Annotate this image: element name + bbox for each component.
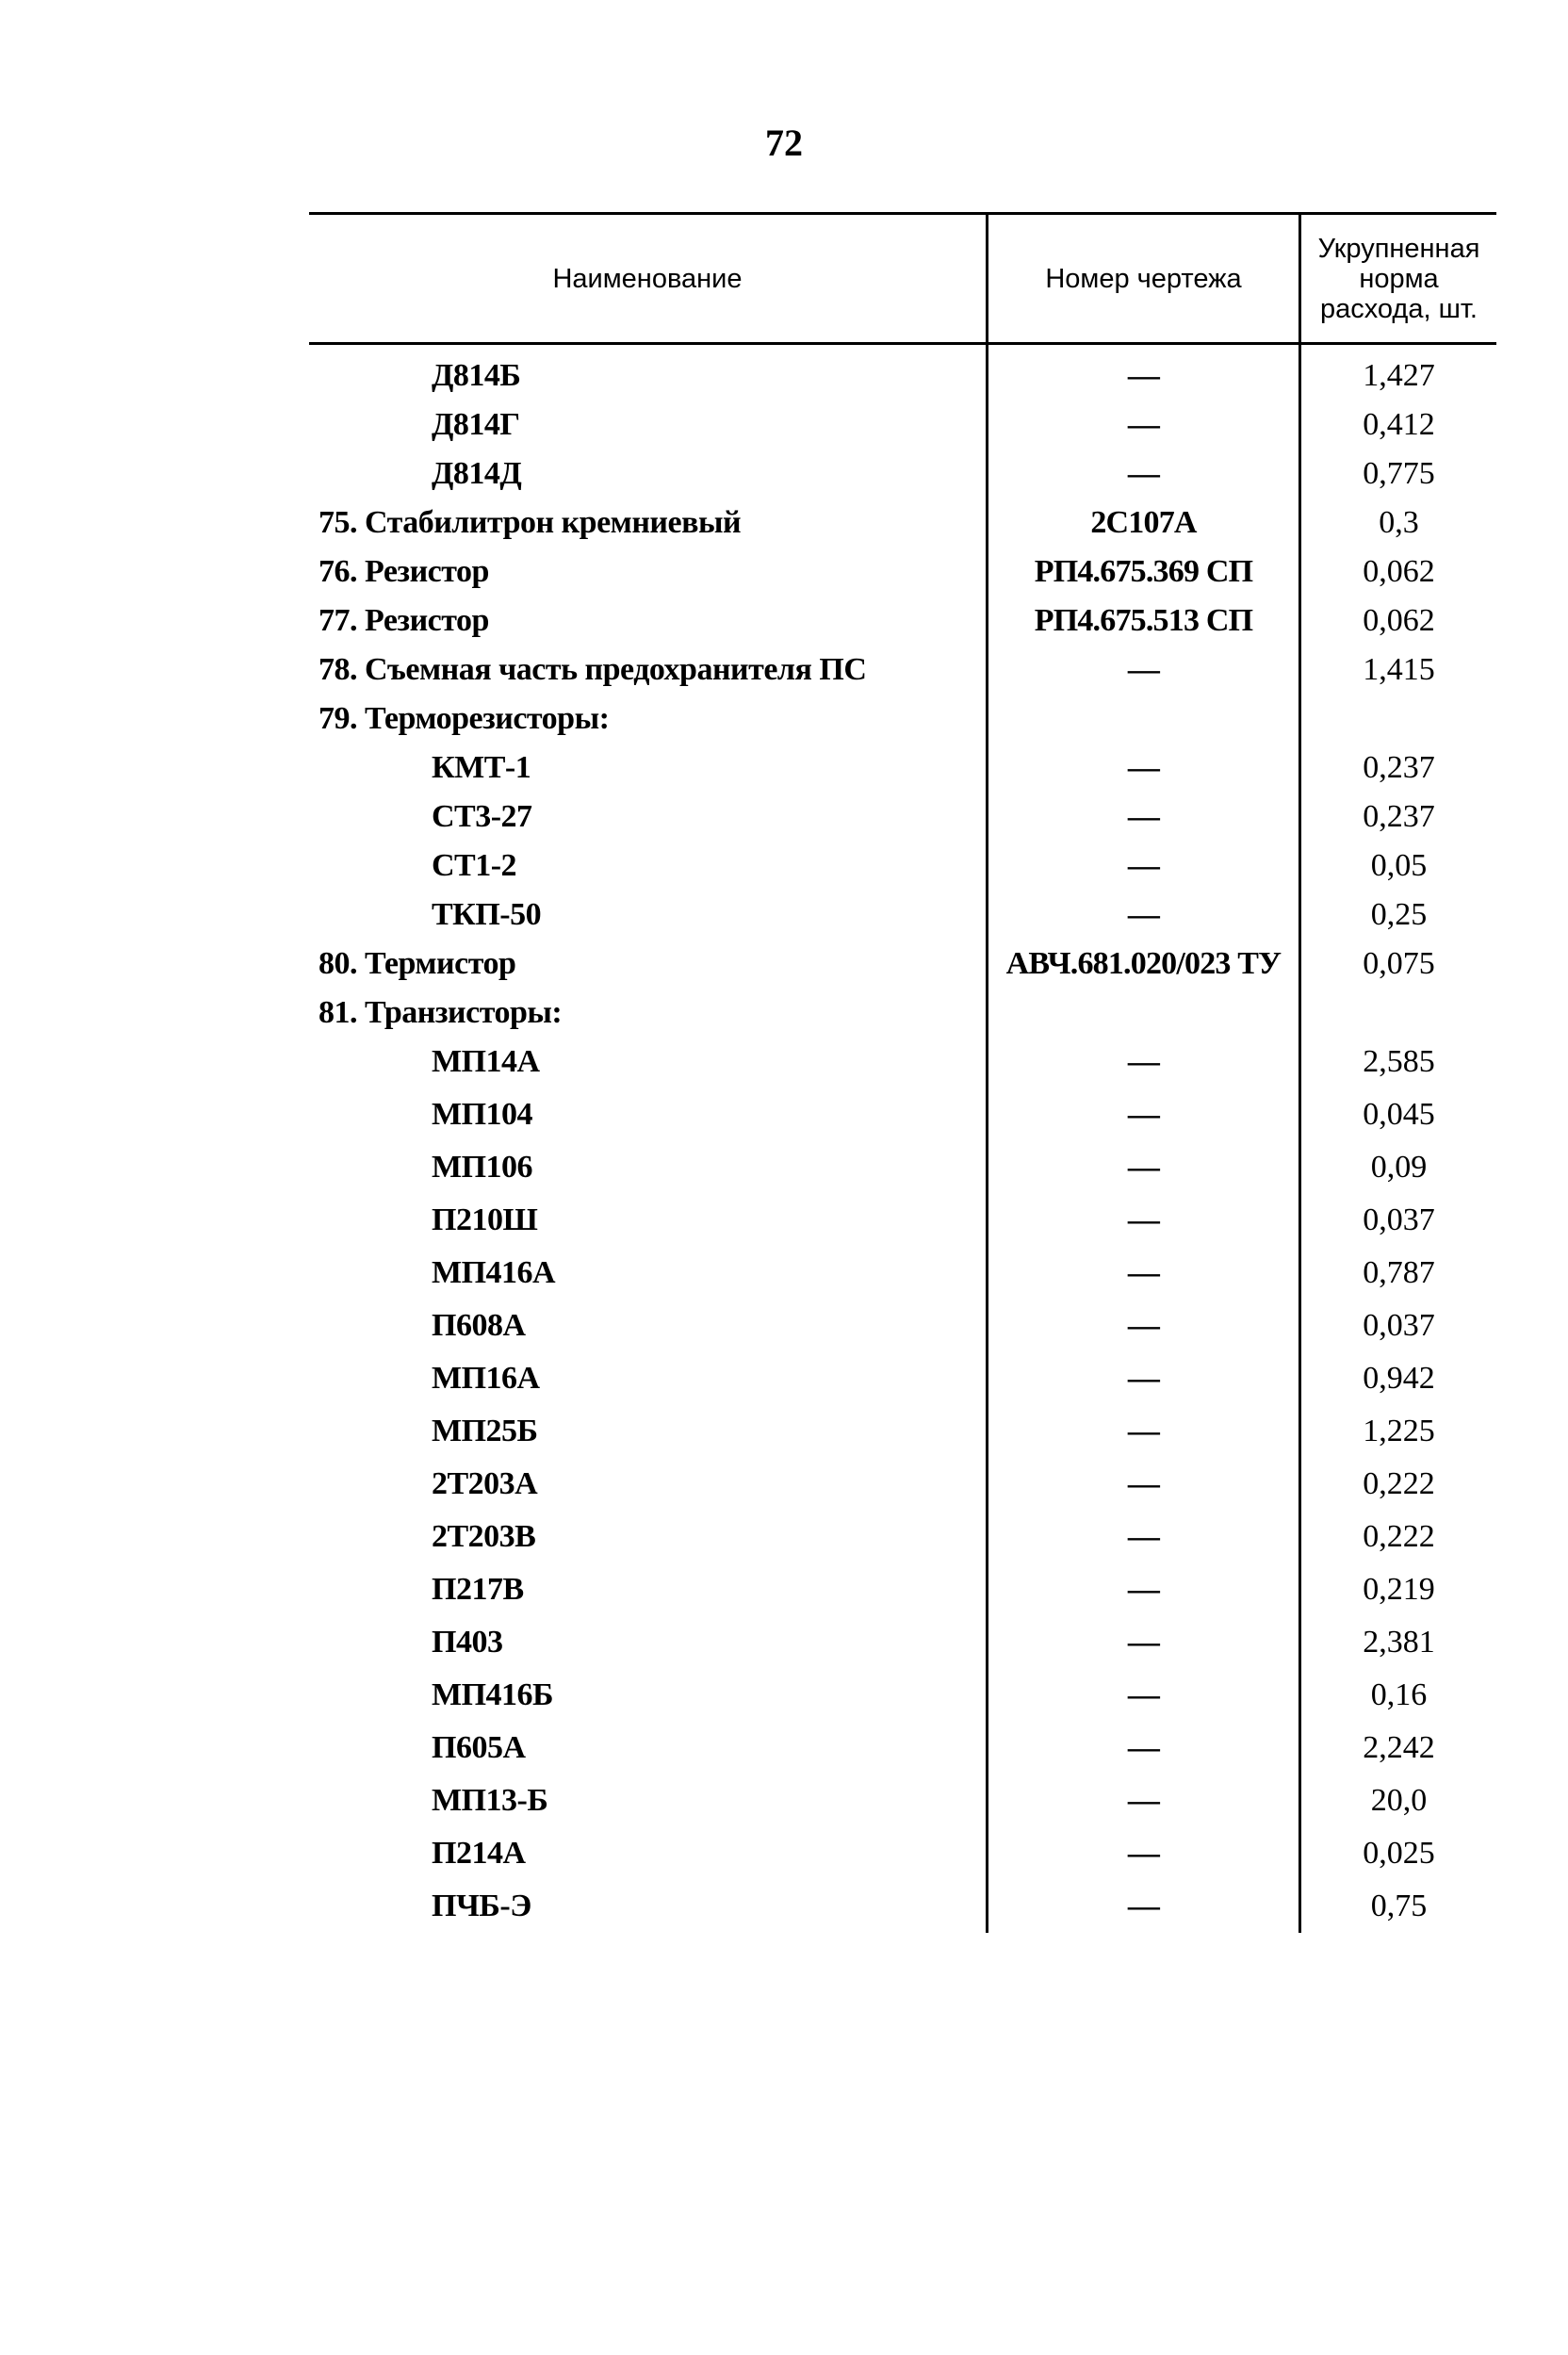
row-norm: 0,75: [1370, 1889, 1428, 1923]
table-row: [309, 352, 1496, 401]
header-norm-line: расхода, шт.: [1320, 293, 1478, 324]
row-drawing-number: —: [1127, 1414, 1160, 1448]
row-name: ПЧБ-Э: [432, 1889, 531, 1923]
row-drawing-number: РП4.675.369 СП: [1034, 554, 1253, 589]
table-row: [309, 1038, 1496, 1090]
header-norm-line: Укрупненная: [1317, 233, 1480, 264]
row-drawing-number: —: [1127, 750, 1160, 785]
table-row: [309, 1618, 1496, 1671]
row-name: П608А: [432, 1308, 526, 1343]
row-norm: 0,025: [1363, 1836, 1435, 1871]
table-row: [309, 1249, 1496, 1301]
row-name: МП13-Б: [432, 1783, 548, 1818]
table-row: [309, 1882, 1496, 1935]
table-body: [309, 352, 1496, 1935]
row-name: П210Ш: [432, 1202, 538, 1237]
row-drawing-number: —: [1127, 1097, 1160, 1132]
row-norm: 0,787: [1363, 1255, 1435, 1290]
row-name: 81. Транзисторы:: [318, 995, 563, 1030]
row-norm: 0,219: [1363, 1572, 1435, 1607]
row-norm: 0,25: [1370, 897, 1428, 932]
table-row: [309, 548, 1496, 597]
table-row: [309, 1407, 1496, 1460]
table-row: [309, 695, 1496, 744]
row-name: П217В: [432, 1572, 524, 1607]
row-norm: 0,09: [1370, 1150, 1428, 1185]
row-drawing-number: —: [1127, 1150, 1160, 1185]
row-name: П403: [432, 1625, 503, 1660]
row-norm: 20,0: [1370, 1783, 1428, 1818]
row-name: 78. Съемная часть предохранителя ПС: [318, 652, 867, 687]
row-drawing-number: —: [1127, 1625, 1160, 1660]
row-name: МП104: [432, 1097, 533, 1132]
row-name: 75. Стабилитрон кремниевый: [318, 505, 742, 540]
row-name: СТ1-2: [432, 848, 517, 883]
row-name: 2Т203А: [432, 1466, 538, 1501]
table-row: [309, 1143, 1496, 1196]
row-drawing-number: —: [1127, 897, 1160, 932]
table-row: [309, 744, 1496, 793]
row-norm: 2,381: [1363, 1625, 1435, 1660]
row-drawing-number: 2С107А: [1090, 505, 1197, 540]
row-name: КМТ-1: [432, 750, 531, 785]
row-norm: 0,045: [1363, 1097, 1435, 1132]
row-drawing-number: —: [1127, 799, 1160, 834]
row-name: П214А: [432, 1836, 526, 1871]
row-drawing-number: —: [1127, 1202, 1160, 1237]
row-norm: 0,222: [1363, 1519, 1435, 1554]
table-row: [309, 1829, 1496, 1882]
row-name: МП416А: [432, 1255, 556, 1290]
row-norm: 1,427: [1363, 358, 1435, 393]
row-norm: 0,075: [1363, 946, 1435, 981]
row-drawing-number: —: [1127, 1677, 1160, 1712]
row-norm: 0,037: [1363, 1202, 1435, 1237]
header-bottom-rule: [309, 342, 1496, 345]
row-name: 80. Термистор: [318, 946, 516, 981]
table-row: [309, 1671, 1496, 1724]
row-norm: 1,225: [1363, 1414, 1435, 1448]
row-norm: 0,942: [1363, 1361, 1435, 1396]
page-number: 72: [765, 122, 803, 164]
row-drawing-number: —: [1127, 1044, 1160, 1079]
row-name: МП106: [432, 1150, 533, 1185]
row-drawing-number: —: [1127, 1836, 1160, 1871]
header-norm-line: норма: [1359, 263, 1439, 294]
row-drawing-number: —: [1127, 1466, 1160, 1501]
row-norm: 0,3: [1379, 505, 1419, 540]
table-row: [309, 1354, 1496, 1407]
row-drawing-number: —: [1127, 1730, 1160, 1765]
row-name: МП25Б: [432, 1414, 538, 1448]
row-norm: 0,037: [1363, 1308, 1435, 1343]
row-norm: 0,237: [1363, 799, 1435, 834]
row-drawing-number: РП4.675.513 СП: [1034, 603, 1253, 638]
table-row: [309, 1196, 1496, 1249]
row-name: П605А: [432, 1730, 526, 1765]
row-name: ТКП-50: [432, 897, 542, 932]
row-drawing-number: —: [1127, 1255, 1160, 1290]
row-name: Д814Д: [432, 456, 522, 491]
row-drawing-number: —: [1127, 1572, 1160, 1607]
table-row: [309, 1090, 1496, 1143]
row-name: МП16А: [432, 1361, 540, 1396]
table-row: [309, 1513, 1496, 1565]
row-name: СТ3-27: [432, 799, 532, 834]
header-consumption-norm: [1301, 215, 1496, 342]
row-norm: 0,775: [1363, 456, 1435, 491]
row-name: МП416Б: [432, 1677, 554, 1712]
row-drawing-number: —: [1127, 1361, 1160, 1396]
row-norm: 0,222: [1363, 1466, 1435, 1501]
row-norm: 0,237: [1363, 750, 1435, 785]
table-row: [309, 1460, 1496, 1513]
table-row: [309, 597, 1496, 646]
row-drawing-number: —: [1127, 1308, 1160, 1343]
row-name: 76. Резистор: [318, 554, 489, 589]
row-drawing-number: —: [1127, 456, 1160, 491]
header-drawing-number: Номер чертежа: [1045, 263, 1242, 294]
row-drawing-number: —: [1127, 358, 1160, 393]
row-name: 2Т203В: [432, 1519, 536, 1554]
table-row: [309, 1724, 1496, 1776]
header-name: Наименование: [552, 263, 743, 294]
row-norm: 1,415: [1363, 652, 1435, 687]
row-norm: 0,05: [1370, 848, 1428, 883]
row-drawing-number: —: [1127, 652, 1160, 687]
table-row: [309, 793, 1496, 842]
table-row: [309, 450, 1496, 499]
row-drawing-number: —: [1127, 407, 1160, 442]
row-norm: 0,062: [1363, 554, 1435, 589]
row-drawing-number: —: [1127, 1783, 1160, 1818]
table-row: [309, 401, 1496, 450]
table-row: [309, 499, 1496, 548]
table-row: [309, 842, 1496, 891]
table-row: [309, 940, 1496, 989]
row-name: 79. Терморезисторы:: [318, 701, 610, 736]
table-row: [309, 646, 1496, 695]
table-row: [309, 891, 1496, 940]
row-norm: 2,242: [1363, 1730, 1435, 1765]
row-drawing-number: —: [1127, 1519, 1160, 1554]
table-row: [309, 1776, 1496, 1829]
row-norm: 0,412: [1363, 407, 1435, 442]
row-norm: 0,062: [1363, 603, 1435, 638]
row-norm: 2,585: [1363, 1044, 1435, 1079]
row-name: Д814Б: [432, 358, 521, 393]
row-name: МП14А: [432, 1044, 540, 1079]
row-drawing-number: АВЧ.681.020/023 ТУ: [1005, 946, 1282, 981]
row-drawing-number: —: [1127, 848, 1160, 883]
table-row: [309, 989, 1496, 1038]
table-row: [309, 1565, 1496, 1618]
row-name: 77. Резистор: [318, 603, 489, 638]
row-name: Д814Г: [432, 407, 520, 442]
row-norm: 0,16: [1370, 1677, 1428, 1712]
row-drawing-number: —: [1127, 1889, 1160, 1923]
table-row: [309, 1301, 1496, 1354]
